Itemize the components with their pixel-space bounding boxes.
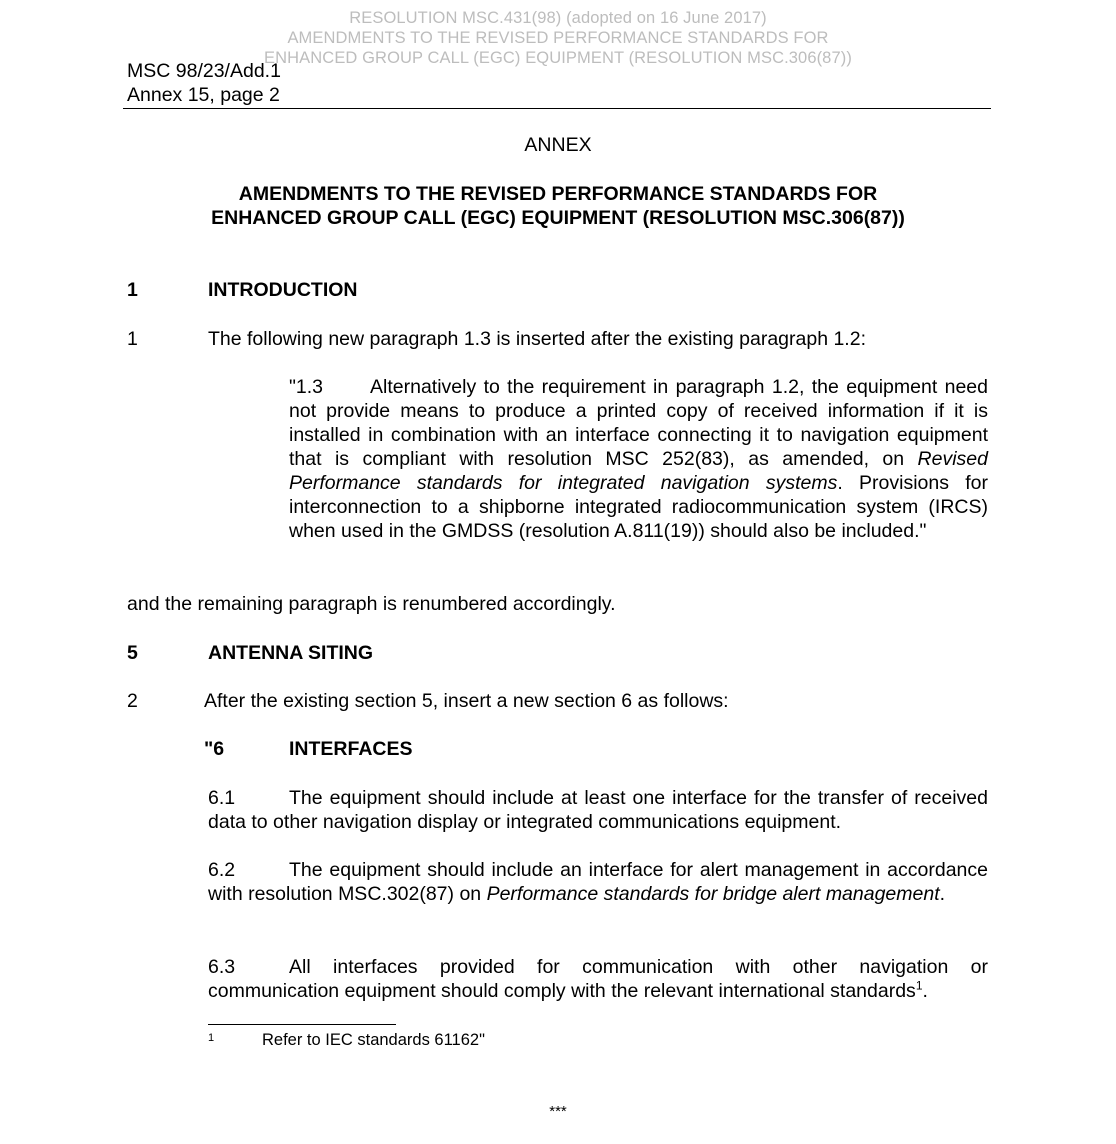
paragraph-6-3-text-after: . <box>922 980 928 1002</box>
annex-label: ANNEX <box>524 134 592 156</box>
paragraph-6-3-text: All interfaces provided for communication with other navigation or communication equipment should comply with the relevant international standards <box>208 956 988 1002</box>
item-1-number: 1 <box>127 328 138 350</box>
section-5-number: 5 <box>127 642 138 664</box>
section-6-number: "6 <box>204 738 225 760</box>
doc-reference: MSC 98/23/Add.1 <box>127 60 281 82</box>
end-mark: *** <box>549 1103 567 1120</box>
title-line-1: AMENDMENTS TO THE REVISED PERFORMANCE STANDARDS FOR <box>238 183 878 205</box>
item-1-text: The following new paragraph 1.3 is inserted after the existing paragraph 1.2: <box>208 328 866 350</box>
paragraph-6-2 <box>208 858 988 906</box>
quote-text-before: Alternatively to the requirement in paragraph 1.2, the equipment need not provide means to produce a printed copy of received information if it is installed in combination with an interface connecting it to navigation equipment that is compliant with resolution MSC 252(83), as amended, on <box>289 376 988 470</box>
section-1-number: 1 <box>127 279 138 301</box>
paragraph-6-2-text-after: . <box>939 883 946 905</box>
quote-text-after: . Provisions for interconnection to a shipborne integrated radiocommunication system (IRCS) when used in the GMDSS (resolution A.811(19)) should also be included." <box>289 472 988 542</box>
paragraph-6-2-label: 6.2 <box>208 859 236 881</box>
quote-paragraph-label: "1.3 <box>289 376 324 398</box>
section-5-heading: ANTENNA SITING <box>208 642 374 664</box>
watermark-line-2: AMENDMENTS TO THE REVISED PERFORMANCE STANDARDS FOR <box>287 29 829 47</box>
section-1-heading: INTRODUCTION <box>208 279 358 301</box>
paragraph-6-2-text-before: The equipment should include an interface for alert management in accordance with resolution MSC.302(87) on <box>208 859 988 905</box>
paragraph-6-1 <box>208 786 988 834</box>
paragraph-6-2-italic-title: Performance standards for bridge alert management <box>486 883 940 905</box>
title-line-2: ENHANCED GROUP CALL (EGC) EQUIPMENT (RESOLUTION MSC.306(87)) <box>211 207 905 229</box>
item-2-number: 2 <box>127 690 138 712</box>
paragraph-6-1-text: The equipment should include at least one interface for the transfer of received data to other navigation display or integrated communications equipment. <box>208 787 988 833</box>
renumber-note: and the remaining paragraph is renumbered accordingly. <box>127 593 616 615</box>
footnote-reference[interactable]: 1 <box>915 978 923 993</box>
page-reference: Annex 15, page 2 <box>127 84 280 106</box>
watermark-line-1: RESOLUTION MSC.431(98) (adopted on 16 June 2017) <box>349 9 767 27</box>
footnote-number: 1 <box>208 1032 215 1044</box>
paragraph-6-3-label: 6.3 <box>208 956 236 978</box>
footnote-text: Refer to IEC standards 61162" <box>262 1031 485 1049</box>
footnote-rule <box>208 1024 396 1025</box>
paragraph-6-3 <box>208 955 988 1003</box>
paragraph-6-1-label: 6.1 <box>208 787 236 809</box>
item-2-text: After the existing section 5, insert a new section 6 as follows: <box>204 690 729 712</box>
quote-paragraph-1-3 <box>289 375 988 543</box>
quote-italic-title: Revised Performance standards for integrated navigation systems <box>289 448 988 494</box>
watermark-line-3: ENHANCED GROUP CALL (EGC) EQUIPMENT (RESOLUTION MSC.306(87)) <box>264 49 852 67</box>
section-6-heading: INTERFACES <box>289 738 413 760</box>
header-rule <box>123 108 991 109</box>
